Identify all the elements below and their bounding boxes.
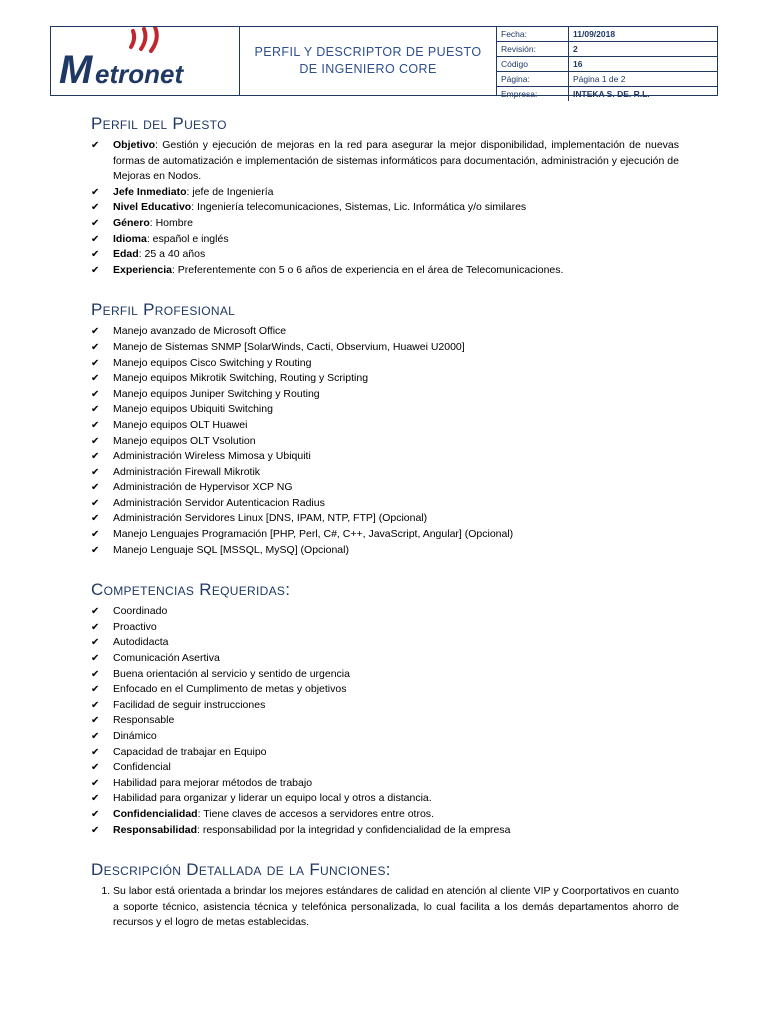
list-item: ✔ Objetivo: Gestión y ejecución de mejoras en la red para asegurar la mejor disponibilidad, implementación de nuevas formas de automatización e implementación de sistemas informáticos para documentación, administración y ejecución de Mejoras en Nodos. <box>91 139 679 183</box>
list-item: ✔ Proactivo <box>91 620 679 636</box>
meta-row-empresa: Empresa: INTEKA S. DE. R.L. <box>497 87 717 101</box>
checkmark-icon: ✔ <box>91 746 100 758</box>
document-body <box>91 114 679 931</box>
list-item: ✔ Manejo equipos OLT Vsolution <box>91 434 679 450</box>
checkmark-icon: ✔ <box>91 731 100 742</box>
list-item: ✔ Administración Firewall Mikrotik <box>91 465 679 481</box>
list-item: ✔ Manejo equipos Juniper Switching y Routing <box>91 387 679 403</box>
checkmark-icon: ✔ <box>91 326 100 338</box>
checkmark-icon: ✔ <box>91 217 100 229</box>
checkmark-icon: ✔ <box>91 357 100 369</box>
checkmark-icon: ✔ <box>91 388 100 400</box>
checkmark-icon: ✔ <box>91 233 100 245</box>
checkmark-icon: ✔ <box>91 419 100 431</box>
perfil-puesto-list <box>91 138 679 278</box>
section-heading-perfil-profesional: Perfil Profesional <box>91 300 236 320</box>
list-item: 1. Su labor está orientada a brindar los mejores estándares de calidad en atención al cliente VIP y Coorportativos en cuanto a soporte técnico, asistencia técnica y telefónica personalizada, lo cual facilita a los demás departamentos ahorro de recursos y el logro de metas establecidas. <box>113 884 679 931</box>
checkmark-icon: ✔ <box>91 824 100 836</box>
list-item: ✔ Manejo equipos Cisco Switching y Routing <box>91 356 679 372</box>
checkmark-icon: ✔ <box>91 637 100 649</box>
list-item: ✔ Idioma: español e inglés <box>91 232 679 248</box>
checkmark-icon: ✔ <box>91 621 100 633</box>
checkmark-icon: ✔ <box>91 762 100 774</box>
section-heading-perfil-puesto: Perfil del Puesto <box>91 114 227 133</box>
checkmark-icon: ✔ <box>91 529 100 541</box>
list-item: ✔ Buena orientación al servicio y sentido de urgencia <box>91 667 679 683</box>
list-item: ✔ Experiencia: Preferentemente con 5 o 6 años de experiencia en el área de Telecomunicaciones. <box>91 263 679 279</box>
list-item: ✔ Manejo Lenguaje SQL [MSSQL, MySQ] (Opcional) <box>91 543 679 559</box>
list-item: ✔ Manejo equipos Ubiquiti Switching <box>91 402 679 418</box>
list-item: ✔ Manejo equipos Mikrotik Switching, Routing y Scripting <box>91 371 679 387</box>
list-item: ✔ Autodidacta <box>91 635 679 651</box>
checkmark-icon: ✔ <box>91 451 100 463</box>
list-item: ✔ Enfocado en el Cumplimento de metas y objetivos <box>91 682 679 698</box>
list-item: ✔ Jefe Inmediato: jefe de Ingeniería <box>91 185 679 201</box>
list-item: ✔ Género: Hombre <box>91 216 679 232</box>
section-heading-descripcion: Descripción Detallada de la Funciones: <box>91 860 391 880</box>
checkmark-icon: ✔ <box>91 668 100 680</box>
list-item: ✔ Coordinado <box>91 604 679 620</box>
perfil-profesional-list <box>91 324 679 558</box>
competencias-list <box>91 604 679 838</box>
descripcion-list <box>91 884 679 931</box>
meta-row-codigo: Código 16 <box>497 57 717 72</box>
checkmark-icon: ✔ <box>91 264 100 276</box>
checkmark-icon: ✔ <box>91 186 100 198</box>
checkmark-icon: ✔ <box>91 513 100 525</box>
checkmark-icon: ✔ <box>91 466 100 478</box>
checkmark-icon: ✔ <box>91 808 100 820</box>
list-item: ✔ Edad: 25 a 40 años <box>91 247 679 263</box>
checkmark-icon: ✔ <box>91 373 100 385</box>
list-item: ✔ Comunicación Asertiva <box>91 651 679 667</box>
metronet-logo <box>51 27 237 95</box>
checkmark-icon: ✔ <box>91 341 100 353</box>
list-item: ✔ Manejo equipos OLT Huawei <box>91 418 679 434</box>
list-item: ✔ Habilidad para organizar y liderar un equipo local y otros a distancia. <box>91 791 679 807</box>
checkmark-icon: ✔ <box>91 482 100 494</box>
checkmark-icon: ✔ <box>91 699 100 711</box>
meta-row-revision: Revisión: 2 <box>497 42 717 57</box>
checkmark-icon: ✔ <box>91 777 100 789</box>
checkmark-icon: ✔ <box>91 684 100 696</box>
list-item: ✔ Confidencial <box>91 760 679 776</box>
list-item: ✔ Responsable <box>91 713 679 729</box>
list-item: ✔ Facilidad de seguir instrucciones <box>91 698 679 714</box>
list-item: ✔ Manejo avanzado de Microsoft Office <box>91 324 679 340</box>
document-meta-table <box>497 27 717 99</box>
checkmark-icon: ✔ <box>91 715 100 727</box>
checkmark-icon: ✔ <box>91 404 100 416</box>
checkmark-icon: ✔ <box>91 140 100 151</box>
document-header <box>50 26 718 99</box>
svg-text:etronet: etronet <box>95 59 184 89</box>
list-item: ✔ Confidencialidad: Tiene claves de accesos a servidores entre otros. <box>91 807 679 823</box>
meta-row-fecha: Fecha: 11/09/2018 <box>497 27 717 42</box>
list-item: ✔ Administración Servidor Autenticacion Radius <box>91 496 679 512</box>
logo-text: M <box>59 48 93 92</box>
section-heading-competencias: Competencias Requeridas: <box>91 580 291 600</box>
list-item: ✔ Manejo Lenguajes Programación [PHP, Perl, C#, C++, JavaScript, Angular] (Opcional) <box>91 527 679 543</box>
list-item: ✔ Manejo de Sistemas SNMP [SolarWinds, Cacti, Observium, Huawei U2000] <box>91 340 679 356</box>
list-item: ✔ Administración Servidores Linux [DNS, IPAM, NTP, FTP] (Opcional) <box>91 511 679 527</box>
list-item: ✔ Responsabilidad: responsabilidad por la integridad y confidencialidad de la empresa <box>91 823 679 839</box>
checkmark-icon: ✔ <box>91 202 100 214</box>
checkmark-icon: ✔ <box>91 653 100 665</box>
checkmark-icon: ✔ <box>91 249 100 261</box>
checkmark-icon: ✔ <box>91 793 100 805</box>
checkmark-icon: ✔ <box>91 544 100 556</box>
list-item: ✔ Administración Wireless Mimosa y Ubiquiti <box>91 449 679 465</box>
logo-cell <box>51 27 240 95</box>
list-item: ✔ Dinámico <box>91 729 679 745</box>
list-item: ✔ Capacidad de trabajar en Equipo <box>91 745 679 761</box>
list-item: ✔ Administración de Hypervisor XCP NG <box>91 480 679 496</box>
checkmark-icon: ✔ <box>91 497 100 509</box>
list-item: ✔ Nivel Educativo: Ingeniería telecomunicaciones, Sistemas, Lic. Informática y/o similares <box>91 200 679 216</box>
checkmark-icon: ✔ <box>91 606 100 618</box>
meta-row-pagina: Página: Página 1 de 2 <box>497 72 717 87</box>
document-title: PERFIL Y DESCRIPTOR DE PUESTO DE INGENIERO CORE <box>240 27 497 95</box>
checkmark-icon: ✔ <box>91 435 100 447</box>
list-item: ✔ Habilidad para mejorar métodos de trabajo <box>91 776 679 792</box>
